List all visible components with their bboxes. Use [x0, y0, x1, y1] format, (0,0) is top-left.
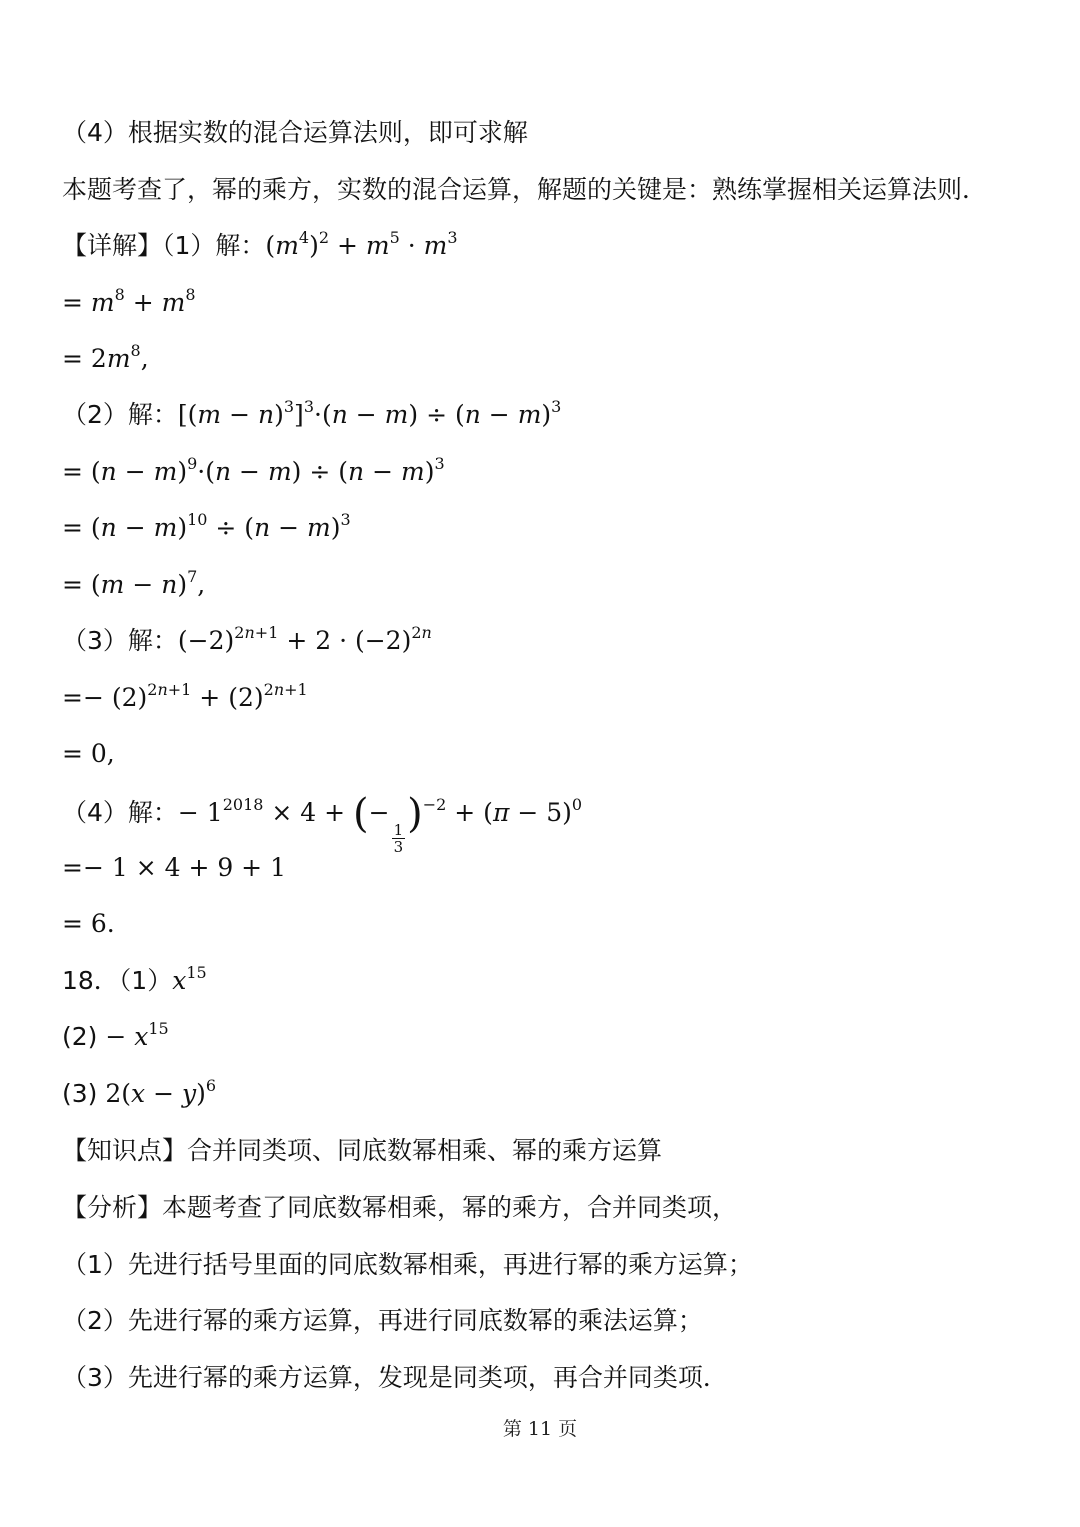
solution-3-step-1: =− $(2)^{2n+1} + (2)^{2n+1}$ [62, 680, 308, 712]
analysis-step-1: （1）先进行括号里面的同底数幂相乘，再进行幂的乘方运算； [62, 1250, 753, 1279]
solution-1-step-1: = $m^8 + m^8$ [62, 285, 196, 317]
solution-2-start [62, 398, 561, 432]
answer-18-2 [62, 1020, 169, 1054]
solution-2-step-2: = $(n - m)^{10} \div (n - m)^3$ [62, 510, 351, 542]
solution-3-step-2: = 0, [62, 739, 115, 768]
math-expression: $(-2)^{2n+1} + 2 \cdot (-2)^{2n}$ [177, 623, 432, 655]
analysis-step-3: （3）先进行幂的乘方运算，发现是同类项，再合并同类项． [62, 1363, 728, 1392]
solution-2-step-3: = $(m - n)^7$, [62, 567, 206, 599]
text-line-method-4: （4）根据实数的混合运算法则，即可求解 [62, 118, 528, 147]
analysis-intro: 【分析】本题考查了同底数幂相乘，幂的乘方，合并同类项， [62, 1193, 738, 1222]
solution-1-step-2: = $2m^8$, [62, 341, 149, 373]
math-expression: $2(x - y)^6$ [97, 1076, 217, 1108]
solution-1-start [62, 229, 458, 263]
solution-2-label: （2）解： [62, 400, 178, 429]
solution-4-step-2: = 6. [62, 909, 115, 938]
answer-18-3-label: (3) [62, 1079, 98, 1108]
math-expression: − $x^{15}$ [97, 1019, 169, 1051]
answer-18-label: 18．（1） [62, 966, 173, 995]
math-expression: $x^{15}$ [172, 963, 207, 995]
solution-1-label: 【详解】（1）解： [62, 231, 266, 260]
solution-3-label: （3）解： [62, 626, 178, 655]
solution-4-label: （4）解： [62, 798, 178, 827]
math-expression: − $1^{2018} \times 4$ + (− $\frac{1}{3}$ )$^{-2} + (\pi - 5)^0$ [177, 791, 583, 856]
answer-18-2-label: (2) [62, 1022, 98, 1051]
math-expression: $(m^4)^2 + m^5 \cdot m^3$ [265, 228, 458, 260]
solution-4-start [62, 791, 583, 856]
answer-18-1 [62, 964, 207, 998]
math-expression: $[(m - n)^3]^3\cdot(n - m) \div (n - m)^3$ [177, 397, 562, 429]
solution-3-start [62, 624, 432, 658]
text-line-summary: 本题考查了，幂的乘方，实数的混合运算，解题的关键是：熟练掌握相关运算法则． [62, 175, 988, 204]
solution-2-step-1: = $(n - m)^9\cdot(n - m) \div (n - m)^3$ [62, 454, 445, 486]
knowledge-points: 【知识点】合并同类项、同底数幂相乘、幂的乘方运算 [62, 1136, 663, 1165]
answer-18-3 [62, 1077, 216, 1111]
analysis-step-2: （2）先进行幂的乘方运算，再进行同底数幂的乘法运算； [62, 1306, 703, 1335]
page-number: 第 11 页 [502, 1418, 578, 1440]
solution-4-step-1: =− 1 × 4 + 9 + 1 [62, 853, 286, 882]
